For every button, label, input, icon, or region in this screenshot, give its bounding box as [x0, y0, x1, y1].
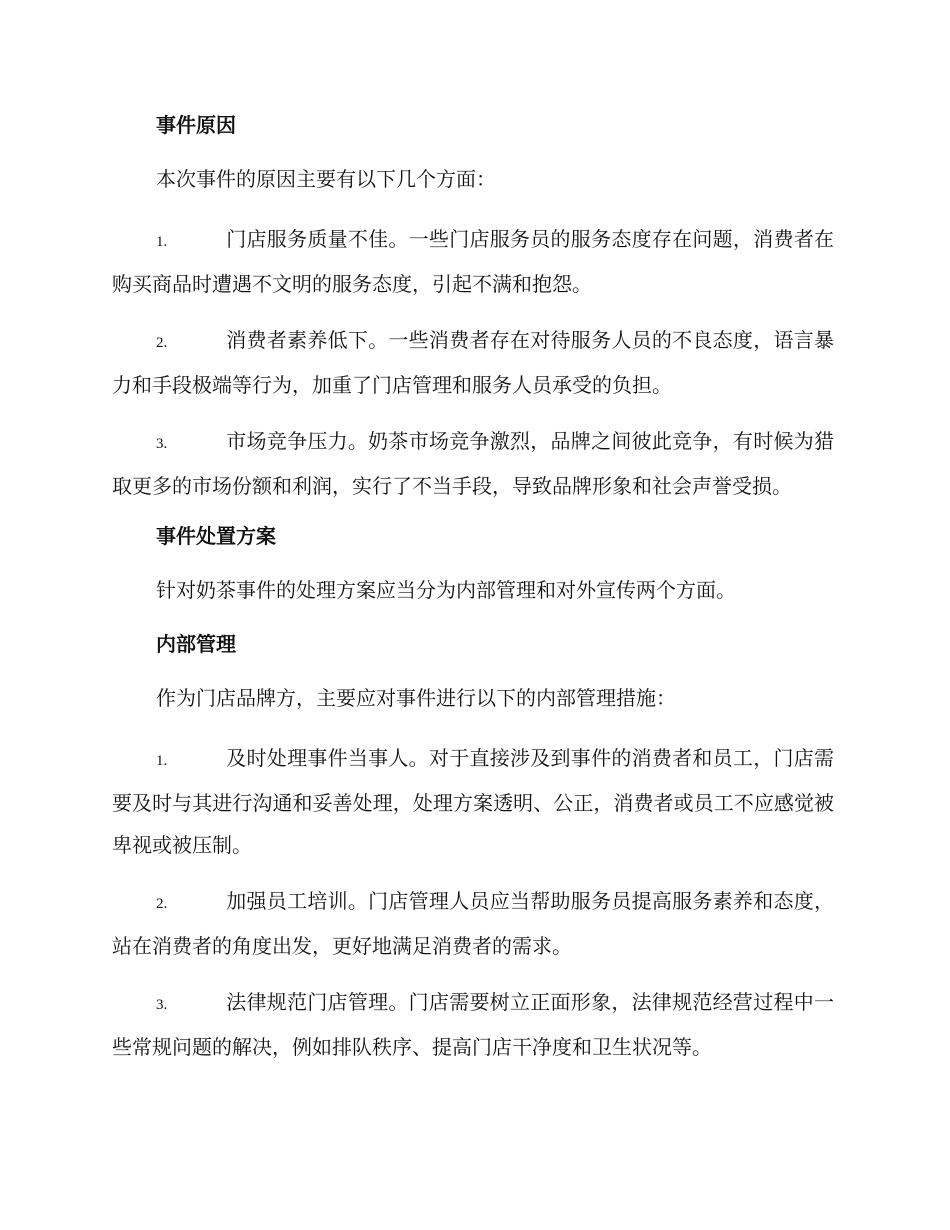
list-item-number: 2.	[156, 896, 168, 912]
list-item-number: 3.	[156, 436, 168, 452]
list-item	[112, 319, 834, 406]
list-item	[112, 218, 834, 305]
list-item-number: 3.	[156, 997, 168, 1013]
list-item-number: 1.	[156, 234, 168, 250]
section-heading-internal: 内部管理	[156, 632, 236, 656]
list-item	[112, 737, 834, 866]
document-body	[112, 110, 834, 1082]
list-item	[112, 981, 834, 1068]
list-item-text: 及时处理事件当事人。对于直接涉及到事件的消费者和员工，门店需要及时与其进行沟通和妥善处理，处理方案透明、公正，消费者或员工不应感觉被卑视或被压制。	[112, 746, 834, 857]
section-intro-causes: 本次事件的原因主要有以下几个方面：	[156, 167, 496, 191]
list-item-text: 门店服务质量不佳。一些门店服务员的服务态度存在问题，消费者在购买商品时遭遇不文明的服务态度，引起不满和抱怨。	[112, 227, 834, 296]
section-heading-plan: 事件处置方案	[156, 524, 276, 548]
list-item-text: 加强员工培训。门店管理人员应当帮助服务员提高服务素养和态度，站在消费者的角度出发，更好地满足消费者的需求。	[112, 889, 834, 958]
list-item-number: 2.	[156, 335, 168, 351]
list-item-text: 法律规范门店管理。门店需要树立正面形象，法律规范经营过程中一些常规问题的解决，例如排队秩序、提高门店干净度和卫生状况等。	[112, 990, 834, 1059]
section-intro-plan: 针对奶茶事件的处理方案应当分为内部管理和对外宣传两个方面。	[156, 578, 736, 602]
list-item	[112, 880, 834, 967]
list-item-text: 消费者素养低下。一些消费者存在对待服务人员的不良态度，语言暴力和手段极端等行为，加重了门店管理和服务人员承受的负担。	[112, 328, 834, 397]
section-intro-internal: 作为门店品牌方，主要应对事件进行以下的内部管理措施：	[156, 686, 676, 710]
list-item-text: 市场竞争压力。奶茶市场竞争激烈，品牌之间彼此竞争，有时候为猎取更多的市场份额和利润，实行了不当手段，导致品牌形象和社会声誉受损。	[112, 429, 834, 498]
list-item-number: 1.	[156, 753, 168, 769]
list-item	[112, 420, 834, 507]
section-heading-causes: 事件原因	[156, 113, 236, 137]
